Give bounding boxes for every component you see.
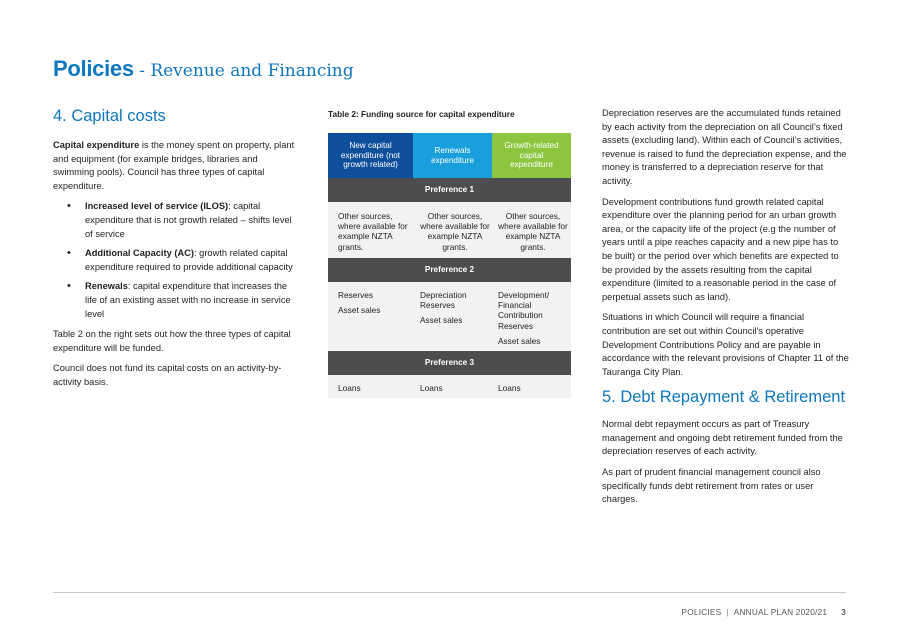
cell-line: Asset sales: [338, 305, 381, 316]
page-footer: [682, 607, 847, 617]
table-cell: Loans: [420, 383, 443, 393]
debt-retirement-paragraph: As part of prudent financial management council also specifically funds debt retirement from rates or user charges.: [602, 467, 821, 505]
table-title: Table 2: Funding source for capital expenditure: [328, 109, 515, 119]
table-cell: Other sources, where available for example NZTA grants.: [420, 211, 490, 252]
footer-separator: |: [726, 607, 729, 617]
cell-line: Development/ Financial Contribution Reserves: [498, 290, 550, 331]
bullet-term: Additional Capacity (AC): [85, 248, 194, 259]
bullet-text: : growth related capital expenditure required to provide additional capacity: [85, 248, 293, 272]
table-cell: Other sources, where available for example NZTA grants.: [338, 211, 408, 252]
debt-repayment-paragraph: Normal debt repayment occurs as part of Treasury management and ongoing debt retirement funded from the depreciation reserves of each activity.: [602, 419, 843, 457]
preference-1-bar: Preference 1: [328, 178, 571, 202]
table-cell: [420, 290, 490, 326]
page-title-bold: Policies: [53, 56, 134, 81]
cell-line: Asset sales: [420, 315, 463, 326]
list-item: [83, 280, 301, 321]
depreciation-reserves-paragraph: Depreciation reserves are the accumulated funds retained by each activity from the depreciation on all Council’s fixed assets (excluding land). Within each of Council’s activities, revenue is raised to fund the depreciation expense, and the money is transferred to a depreciation reserve for that activity.: [602, 108, 847, 186]
page-title: [53, 56, 354, 82]
table-cell: Other sources, where available for example NZTA grants.: [498, 211, 568, 252]
page-number: 3: [841, 607, 846, 617]
table-header-new-capital: New capital expenditure (not growth related): [328, 133, 413, 178]
intro-term: Capital expenditure: [53, 140, 140, 150]
debt-repayment-heading: 5. Debt Repayment & Retirement: [602, 388, 846, 407]
capital-expenditure-intro: [53, 139, 301, 193]
footer-section: POLICIES: [681, 607, 722, 617]
table-header-growth: Growth-related capital expenditure: [492, 133, 571, 178]
cell-line: Depreciation Reserves: [420, 290, 467, 311]
bullet-term: Renewals: [85, 281, 128, 292]
bullet-term: Increased level of service (ILOS): [85, 201, 229, 212]
capex-types-list: [53, 200, 301, 321]
left-column: [53, 106, 301, 397]
cell-line: Reserves: [338, 290, 374, 300]
cell-line: Asset sales: [498, 335, 541, 346]
list-item: [83, 247, 301, 274]
capital-costs-heading: 4. Capital costs: [53, 107, 166, 125]
preference-3-bar: Preference 3: [328, 351, 571, 375]
footer-divider: [53, 592, 846, 593]
financial-contribution-paragraph: Situations in which Council will require a financial contribution are set out within Council’s operative Development Contributions Policy and are payable in accordance with the relevant provisions of Chapter 11 of the Tauranga City Plan.: [602, 312, 849, 377]
activity-funding-paragraph: Council does not fund its capital costs on an activity-by-activity basis.: [53, 363, 282, 387]
right-column: [602, 107, 850, 514]
page-title-subtitle: - Revenue and Financing: [133, 61, 354, 81]
bullet-text: : capital expenditure that is not growth related – shifts level of service: [85, 201, 292, 239]
intro-text: is the money spent on property, plant and equipment (for example bridges, libraries and swimming pools). Council has three types of capital expenditure.: [53, 140, 295, 191]
table-reference-paragraph: Table 2 on the right sets out how the three types of capital expenditure will be funded.: [53, 329, 291, 353]
table-cell: Loans: [338, 383, 361, 393]
preference-2-bar: Preference 2: [328, 258, 571, 282]
table-cell: Loans: [498, 383, 521, 393]
table-cell: [498, 290, 568, 346]
development-contributions-paragraph: Development contributions fund growth related capital expenditure over the planning period for an urban growth area, or the capacity life of the project (e.g the number of years until a pipe reaches capacity and a new pipe has to be built) or the period over which benefits are expected to be provided by the assets resulting from the capital expenditure (limited to a reasonable period in the case of perpetual assets such as land).: [602, 196, 839, 302]
funding-source-table: [328, 133, 571, 398]
bullet-text: : capital expenditure that increases the life of an existing asset with no increase in service level: [85, 281, 291, 319]
footer-doc-title: ANNUAL PLAN 2020/21: [733, 607, 828, 617]
list-item: [83, 200, 301, 241]
table-cell: [338, 290, 412, 315]
table-header-renewals: Renewals expenditure: [413, 133, 492, 178]
